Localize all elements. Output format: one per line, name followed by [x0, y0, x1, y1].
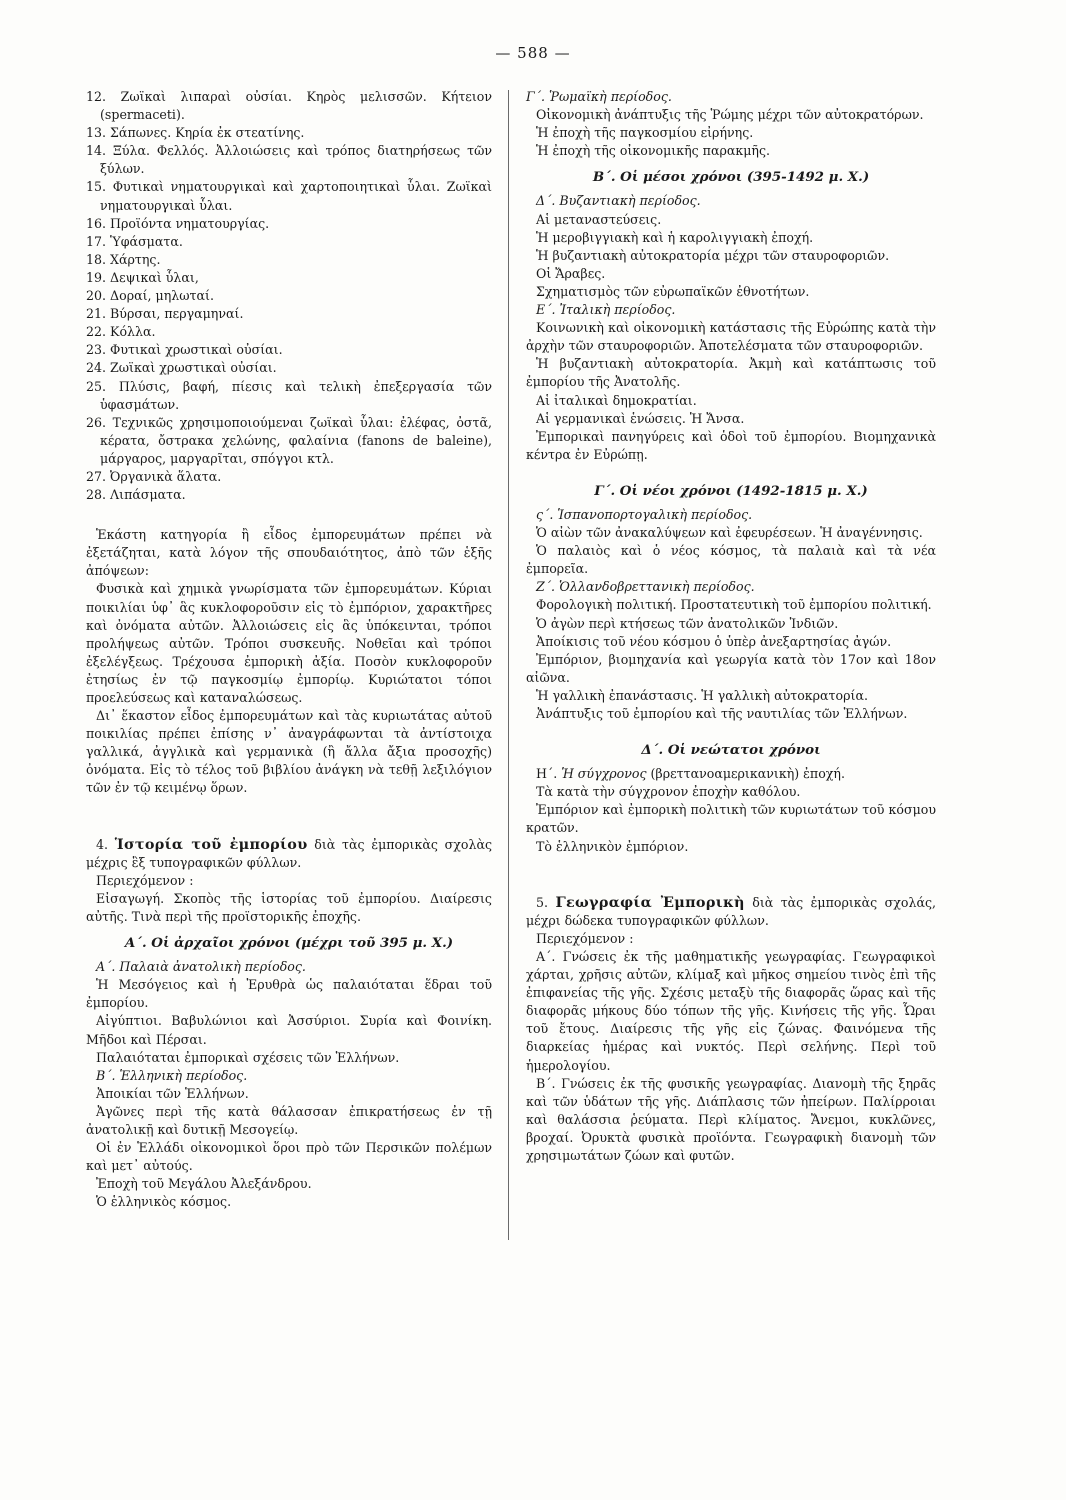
section-4-heading [86, 836, 492, 872]
period-heading: ς΄. Ἱσπανοπορτογαλικὴ περίοδος. [536, 506, 753, 522]
list-item: 18. Χάρτης. [86, 251, 161, 267]
topic-item: Ἡ γαλλικὴ ἐπανάστασις. Ἡ γαλλικὴ αὐτοκρατορία. [536, 687, 868, 703]
period-heading [526, 765, 936, 783]
list-item: 20. Δοραί, μηλωταί. [86, 288, 214, 304]
topic-item: Αἰγύπτιοι. Βαβυλώνιοι καὶ Ἀσσύριοι. Συρία καὶ Φοινίκη. Μῆδοι καὶ Πέρσαι. [86, 1013, 492, 1047]
topic-item: Κοινωνικὴ καὶ οἰκονομικὴ κατάστασις τῆς Εὐρώπης κατὰ τὴν ἀρχὴν τῶν σταυροφοριῶν. Ἀποτελέσματα τῶν σταυροφοριῶν. [526, 320, 936, 354]
topic-item: Ὁ ἀγὼν περὶ κτήσεως τῶν ἀνατολικῶν Ἰνδιῶν. [536, 615, 839, 631]
list-item: 19. Δεψικαὶ ὗλαι, [86, 269, 199, 285]
topic-item: Ἐμπόριον, βιομηχανία καὶ γεωργία κατὰ τὸν 17ον καὶ 18ον αἰῶνα. [526, 651, 936, 685]
section-title: Ἱστορία τοῦ ἐμπορίου [114, 835, 308, 853]
list-item: 25. Πλύσις, βαφή, πίεσις καὶ τελικὴ ἐπεξεργασία τῶν ὑφασμάτων. [86, 378, 492, 412]
list-item: 21. Βύρσαι, περγαμηναί. [86, 306, 244, 322]
topic-item: Ἡ βυζαντιακὴ αὐτοκρατορία μέχρι τῶν σταυροφοριῶν. [536, 247, 890, 263]
section-number: 4. [96, 836, 109, 852]
topic-item: Ἡ μεροβιγγιακὴ καὶ ἡ καρολιγγιακὴ ἐποχή. [536, 229, 814, 245]
period-heading: Δ΄. Βυζαντιακὴ περίοδος. [536, 193, 701, 209]
topic-item: Τὰ κατὰ τὴν σύγχρονον ἐποχὴν καθόλου. [536, 784, 801, 800]
topic-item: Οἰκονομικὴ ἀνάπτυξις τῆς Ῥώμης μέχρι τῶν αὐτοκρατόρων. [536, 107, 924, 123]
section-title: Γεωγραφία Ἐμπορικὴ [555, 893, 745, 911]
right-column [526, 88, 936, 1165]
period-heading: Α΄. Παλαιὰ ἀνατολικὴ περίοδος. [96, 959, 306, 975]
column-divider [508, 90, 509, 1240]
topic-item: Ἡ βυζαντιακὴ αὐτοκρατορία. Ἀκμὴ καὶ κατάπτωσις τοῦ ἐμπορίου τῆς Ἀνατολῆς. [526, 356, 936, 390]
list-item: 22. Κόλλα. [86, 324, 156, 340]
list-item: 12. Ζωϊκαὶ λιπαραὶ οὐσίαι. Κηρὸς μελισσῶν. Κήτειον (spermaceti). [86, 89, 492, 123]
paragraph: Ἑκάστη κατηγορία ἢ εἶδος ἐμπορευμάτων πρέπει νὰ ἐξετάζηται, κατὰ λόγον τῆς σπουδαιότητος, ἀπὸ τῶν ἑξῆς ἀπόψεων: [86, 527, 492, 579]
topic-item: Ἀποίκισις τοῦ νέου κόσμου ὁ ὑπὲρ ἀνεξαρτησίας ἀγών. [536, 633, 892, 649]
topic-item: Αἱ γερμανικαὶ ἑνώσεις. Ἡ Ἄνσα. [536, 410, 745, 426]
topic-item: Ἡ ἐποχὴ τῆς παγκοσμίου εἰρήνης. [536, 125, 754, 141]
section-number: 5. [536, 894, 549, 910]
left-column [86, 88, 492, 1211]
topic-item: Ἐμπόριον καὶ ἐμπορικὴ πολιτικὴ τῶν κυριωτάτων τοῦ κόσμου κρατῶν. [526, 802, 936, 836]
topic-item: Αἱ μεταναστεύσεις. [536, 211, 662, 227]
list-item: 27. Ὀργανικὰ ἅλατα. [86, 468, 222, 484]
topic-item: Ἐμπορικαὶ πανηγύρεις καὶ ὁδοὶ τοῦ ἐμπορίου. Βιομηχανικὰ κέντρα ἐν Εὐρώπῃ. [526, 428, 936, 462]
era-heading: Α΄. Οἱ ἀρχαῖοι χρόνοι (μέχρι τοῦ 395 μ. Χ.) [124, 935, 454, 952]
topic-item: Φορολογικὴ πολιτική. Προστατευτικὴ τοῦ ἐμπορίου πολιτική. [536, 597, 932, 613]
topic-item: Αἱ ἰταλικαὶ δημοκρατίαι. [536, 392, 697, 408]
era-heading: Β΄. Οἱ μέσοι χρόνοι (395-1492 μ. Χ.) [592, 169, 870, 186]
list-item: 16. Προϊόντα νηματουργίας. [86, 215, 270, 231]
era-heading: Δ΄. Οἱ νεώτατοι χρόνοι [641, 742, 821, 759]
era-heading: Γ΄. Οἱ νέοι χρόνοι (1492-1815 μ. Χ.) [594, 482, 868, 499]
topic-item: Ἀνάπτυξις τοῦ ἐμπορίου καὶ τῆς ναυτιλίας τῶν Ἑλλήνων. [536, 706, 908, 721]
topic-item: Οἱ Ἄραβες. [536, 265, 606, 281]
topic-item: Ὁ παλαιὸς καὶ ὁ νέος κόσμος, τὰ παλαιὰ καὶ τὰ νέα ἐμπορεῖα. [526, 543, 936, 577]
list-item: 28. Λιπάσματα. [86, 487, 186, 503]
section-description: διὰ τὰς ἐμπορικὰς σχολάς, μέχρι δώδεκα τυπογραφικῶν φύλλων. [526, 894, 937, 928]
topic-item: Ὁ ἑλληνικὸς κόσμος. [96, 1194, 232, 1210]
topic-item: Τὸ ἑλληνικὸν ἐμπόριον. [536, 838, 689, 854]
period-heading: Β΄. Ἑλληνικὴ περίοδος. [96, 1067, 248, 1083]
topic-item: Σχηματισμὸς τῶν εὐρωπαϊκῶν ἐθνοτήτων. [536, 283, 810, 299]
topic-item: Ἡ ἐποχὴ τῆς οἰκονομικῆς παρακμῆς. [536, 143, 771, 159]
topic-item: Οἱ ἐν Ἑλλάδι οἰκονομικοὶ ὅροι πρὸ τῶν Περσικῶν πολέμων καὶ μετ᾽ αὐτούς. [86, 1140, 492, 1174]
period-heading: Ε΄. Ἰταλικὴ περίοδος. [536, 302, 676, 318]
topic-item: Ὁ αἰὼν τῶν ἀνακαλύψεων καὶ ἐφευρέσεων. Ἡ ἀναγέννησις. [536, 525, 923, 541]
geography-topic-a: Α΄. Γνώσεις ἐκ τῆς μαθηματικῆς γεωγραφίας. Γεωγραφικοὶ χάρται, χρῆσις αὐτῶν, κλίμαξ καὶ μῆκος σημείου τινὸς ἐπὶ τῆς ἐπιφανείας τῆς γῆς. Σχέσις μεταξὺ τῆς διαφορᾶς ὥρας καὶ τῆς διαφορᾶς μήκους δύο τόπων τῆς γῆς. Κινήσεις τῆς γῆς. Ὧραι τοῦ ἔτους. Διαίρεσις τῆς γῆς εἰς ζώνας. Φαινόμενα τῆς διαρκείας ἡμέρας καὶ νυκτός. Περὶ σελήνης. Περὶ τοῦ ἡμερολογίου. [526, 948, 936, 1073]
topic-item: Παλαιόταται ἐμπορικαὶ σχέσεις τῶν Ἑλλήνων. [96, 1049, 400, 1065]
contents-label: Περιεχόμενον : [96, 872, 194, 888]
period-label: Η΄. [536, 766, 558, 782]
list-item: 26. Τεχνικῶς χρησιμοποιούμεναι ζωϊκαὶ ὗλαι: ἐλέφας, ὀστᾶ, κέρατα, ὄστρακα χελώνης, φαλαίνια (fanons de baleine), μάργαρος, μαργαρῖται, σπόγγοι κτλ. [86, 414, 492, 466]
topic-item: Ἀποικίαι τῶν Ἑλλήνων. [96, 1085, 249, 1101]
paragraph: Δι᾽ ἕκαστον εἶδος ἐμπορευμάτων καὶ τὰς κυριωτάτας αὐτοῦ ποικιλίας πρέπει ἐπίσης ν᾽ ἀναγράφωνται τὰ ἀντίστοιχα γαλλικά, ἀγγλικὰ καὶ γερμανικὰ (ἢ ἄλλα ἄξια προσοχῆς) ὀνόματα. Εἰς τὸ τέλος τοῦ βιβλίου ἀνάγκη νὰ τεθῇ λεξιλόγιον τῶν ἐν τῷ κειμένῳ ὅρων. [86, 708, 492, 796]
period-subtitle: (βρεττανοαμερικανικὴ) ἐποχή. [650, 766, 845, 782]
geography-topic-b: Β΄. Γνώσεις ἐκ τῆς φυσικῆς γεωγραφίας. Διανομὴ τῆς ξηρᾶς καὶ τῶν ὑδάτων τῆς γῆς. Διάπλασις τῶν ἠπείρων. Παλίρροιαι καὶ θαλάσσια ῥεύματα. Περὶ κλίματος. Ἄνεμοι, κυκλῶνες, βροχαί. Ὀρυκτὰ φυσικὰ προϊόντα. Γεωγραφικὴ διανομὴ τῶν χρησιμωτάτων ζώων καὶ φυτῶν. [526, 1075, 936, 1163]
topic-item: Ἀγῶνες περὶ τῆς κατὰ θάλασσαν ἐπικρατήσεως ἐν τῇ ἀνατολικῇ καὶ δυτικῇ Μεσογείῳ. [86, 1103, 492, 1137]
list-item: 15. Φυτικαὶ νηματουργικαὶ καὶ χαρτοποιητικαὶ ὗλαι. Ζωϊκαὶ νηματουργικαὶ ὗλαι. [86, 179, 492, 213]
list-item: 24. Ζωϊκαὶ χρωστικαὶ οὐσίαι. [86, 360, 277, 376]
contents-label: Περιεχόμενον : [536, 930, 634, 946]
topic-item: Ἡ Μεσόγειος καὶ ἡ Ἐρυθρὰ ὡς παλαιόταται ἕδραι τοῦ ἐμπορίου. [86, 977, 492, 1011]
topic-item: Ἐποχὴ τοῦ Μεγάλου Ἀλεξάνδρου. [96, 1176, 312, 1192]
introduction: Εἰσαγωγή. Σκοπὸς τῆς ἱστορίας τοῦ ἐμπορίου. Διαίρεσις αὐτῆς. Τινὰ περὶ τῆς προϊστορικῆς ἐποχῆς. [86, 890, 492, 924]
list-item: 13. Σάπωνες. Κηρία ἐκ στεατίνης. [86, 125, 305, 141]
paragraph: Φυσικὰ καὶ χημικὰ γνωρίσματα τῶν ἐμπορευμάτων. Κύριαι ποικιλίαι ὑφ᾽ ἃς κυκλοφοροῦσιν εἰς τὸ ἐμπόριον, χαρακτῆρες καὶ ὀνόματα αὐτῶν. Ἀλλοιώσεις εἰς ἃς ὑπόκεινται, τρόποι προλήψεως αὐτῶν. Τρόποι συσκευῆς. Νοθεῖαι καὶ τρόποι ἐξελέγξεως. Τρέχουσα ἐμπορικὴ ἀξία. Ποσὸν κυκλοφοροῦν ἐτησίως ἐν τῷ παγκοσμίῳ ἐμπορίῳ. Κυριώτατοι τόποι προελεύσεως καὶ καταναλώσεως. [86, 581, 492, 705]
page-number: — 588 — [495, 44, 571, 62]
section-description: διὰ τὰς ἐμπορικὰς σχολὰς μέχρις ἓξ τυπογραφικῶν φύλλων. [86, 836, 492, 870]
period-heading: Ζ΄. Ὁλλανδοβρεττανικὴ περίοδος. [536, 579, 755, 595]
section-5-heading [526, 894, 936, 930]
list-item: 17. Ὑφάσματα. [86, 233, 183, 249]
commodity-list [86, 88, 492, 504]
list-item: 23. Φυτικαὶ χρωστικαὶ οὐσίαι. [86, 342, 283, 358]
period-heading: Γ΄. Ῥωμαϊκὴ περίοδος. [526, 89, 672, 104]
period-title: Ἡ σύγχρονος [561, 766, 647, 782]
list-item: 14. Ξύλα. Φελλός. Ἀλλοιώσεις καὶ τρόπος διατηρήσεως τῶν ξύλων. [86, 143, 492, 177]
